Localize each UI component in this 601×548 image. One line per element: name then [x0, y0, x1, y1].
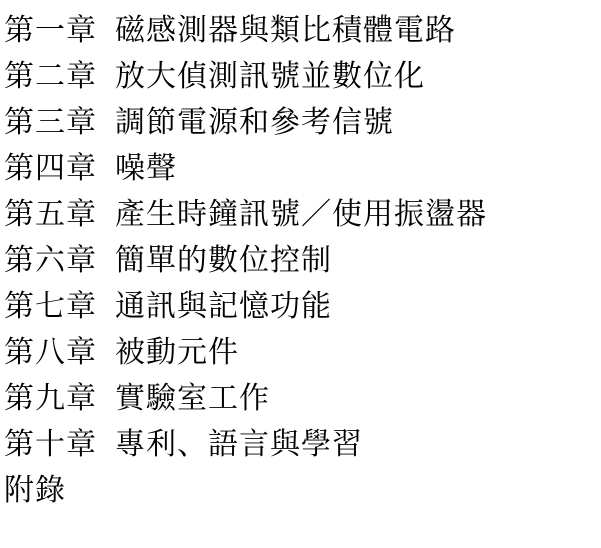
toc-entry: [4, 192, 601, 238]
chapter-title: 調節電源和參考信號: [115, 105, 394, 140]
chapter-title: 產生時鐘訊號／使用振盪器: [115, 197, 487, 232]
chapter-label: 第三章: [4, 105, 97, 140]
chapter-title: 專利、語言與學習: [115, 427, 363, 462]
chapter-label: 第八章: [4, 335, 97, 370]
chapter-title: 通訊與記憶功能: [115, 289, 332, 324]
toc-entry: [4, 238, 601, 284]
chapter-label: 第四章: [4, 151, 97, 186]
chapter-label: 第六章: [4, 243, 97, 278]
chapter-title: 放大偵測訊號並數位化: [115, 59, 425, 94]
toc-entry: [4, 422, 601, 468]
chapter-title: 噪聲: [115, 151, 177, 186]
toc-entry: [4, 100, 601, 146]
chapter-title: 磁感測器與類比積體電路: [115, 13, 456, 48]
chapter-label: 第五章: [4, 197, 97, 232]
chapter-title: 被動元件: [115, 335, 239, 370]
chapter-title: 實驗室工作: [115, 381, 270, 416]
appendix-entry: 附錄: [4, 473, 66, 508]
chapter-label: 第十章: [4, 427, 97, 462]
chapter-label: 第七章: [4, 289, 97, 324]
chapter-title: 簡單的數位控制: [115, 243, 332, 278]
toc-entry: [4, 330, 601, 376]
chapter-label: 第九章: [4, 381, 97, 416]
toc-entry: [4, 284, 601, 330]
toc-entry: [4, 376, 601, 422]
toc-entry: [4, 146, 601, 192]
chapter-label: 第一章: [4, 13, 97, 48]
chapter-label: 第二章: [4, 59, 97, 94]
toc-entry: [4, 54, 601, 100]
toc-entry: [4, 8, 601, 54]
